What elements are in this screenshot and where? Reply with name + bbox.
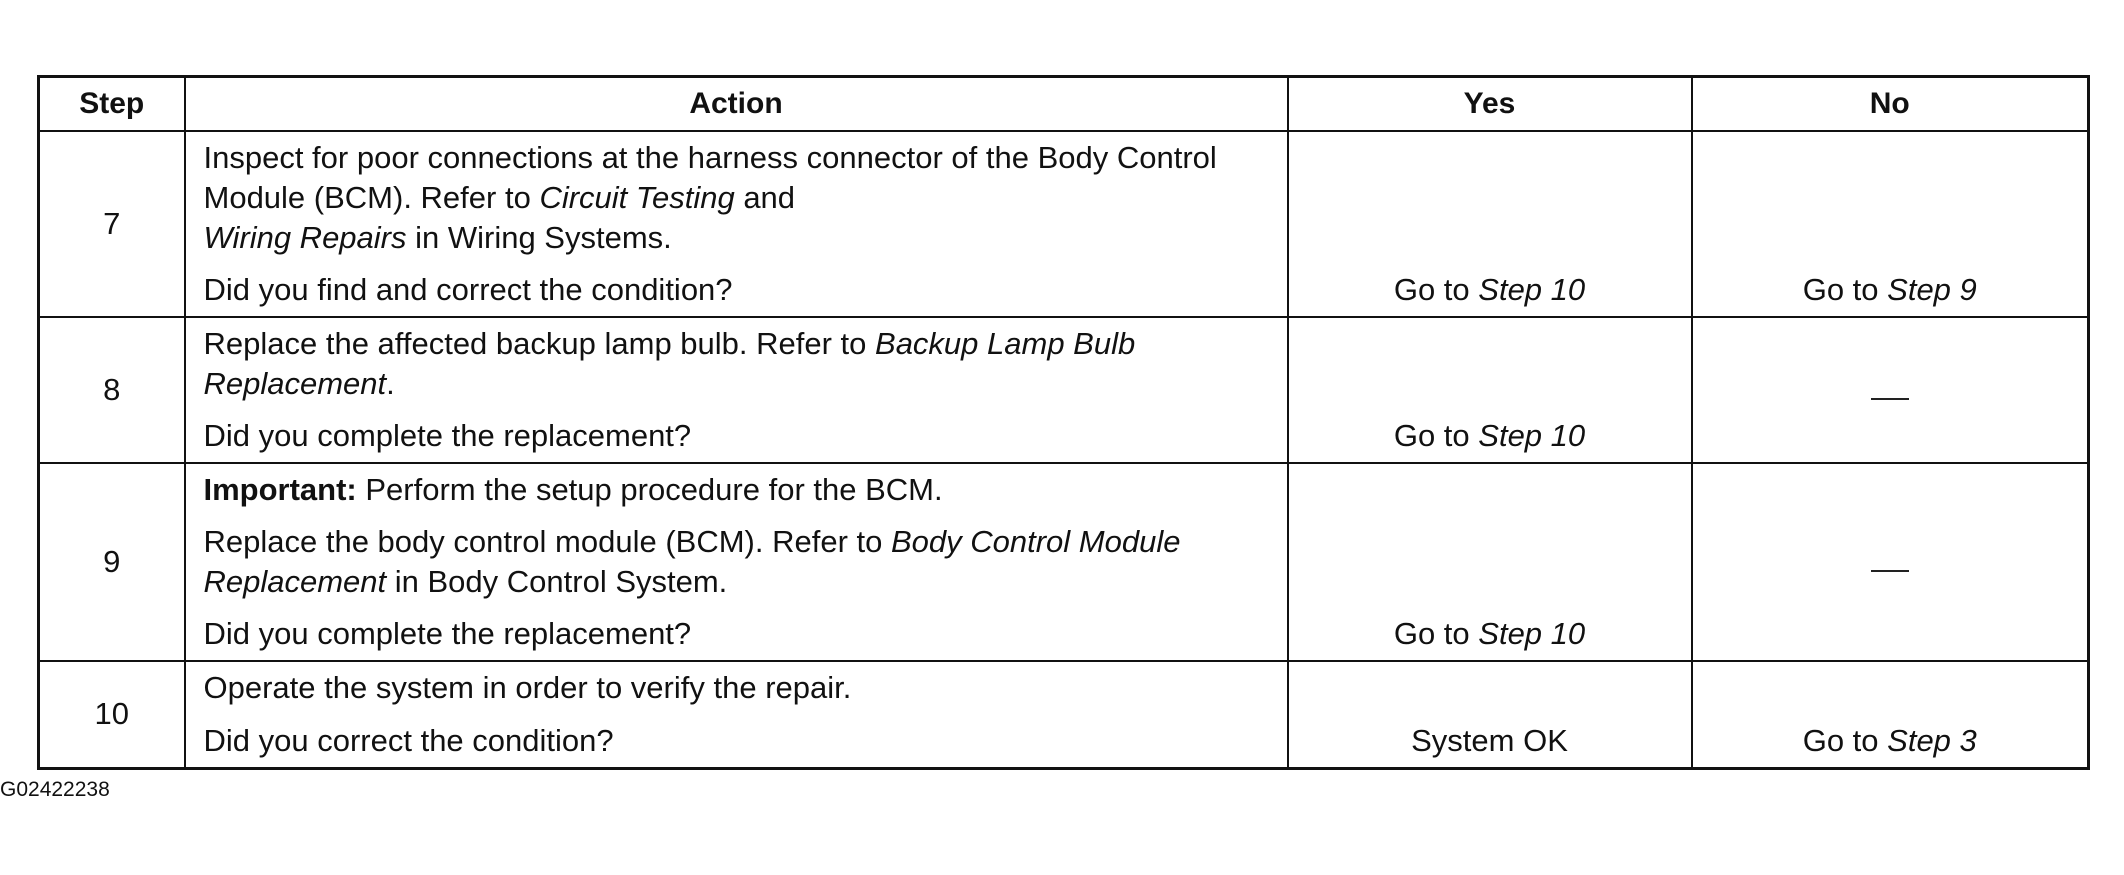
- instruction-text: Replace the body control module (BCM). Refer to: [203, 524, 891, 559]
- action-cell: [185, 131, 1288, 317]
- table-row: [39, 463, 2089, 661]
- not-applicable-dash: [1871, 570, 1909, 572]
- header-row: [39, 77, 2089, 132]
- instruction-text: .: [386, 366, 395, 401]
- action-question: Did you find and correct the condition?: [203, 272, 733, 307]
- figure-id-caption: G02422238: [0, 778, 110, 801]
- yes-cell: [1288, 463, 1692, 661]
- important-label: Important:: [203, 472, 357, 507]
- instruction-text: in Body Control System.: [386, 564, 728, 599]
- no-cell: [1692, 131, 2089, 317]
- reference-bcm-replacement: Body Control Module Replacement: [203, 524, 1181, 599]
- action-question: Did you correct the condition?: [203, 722, 614, 758]
- action-cell: [185, 463, 1288, 661]
- header-yes: Yes: [1288, 77, 1692, 132]
- no-cell: [1692, 463, 2089, 661]
- header-action: Action: [185, 77, 1288, 132]
- yes-step-reference: Step 10: [1478, 272, 1586, 307]
- table-row: [39, 661, 2089, 768]
- yes-prefix: Go to: [1393, 418, 1479, 453]
- no-prefix: Go to: [1802, 722, 1888, 758]
- reference-backup-lamp-bulb-replacement: Backup Lamp Bulb Replacement: [203, 326, 1136, 401]
- table-row: [39, 131, 2089, 317]
- reference-wiring-repairs: Wiring Repairs: [203, 220, 407, 255]
- no-prefix: Go to: [1802, 272, 1888, 307]
- header-step: Step: [39, 77, 185, 132]
- important-text: Perform the setup procedure for the BCM.: [356, 472, 943, 507]
- important-note: [204, 470, 1273, 510]
- step-number: 8: [39, 317, 185, 463]
- yes-step-reference: Step 10: [1478, 418, 1586, 453]
- action-instruction: [204, 522, 1273, 602]
- step-number: 9: [39, 463, 185, 661]
- instruction-text: and: [734, 180, 796, 215]
- yes-prefix: Go to: [1393, 616, 1479, 651]
- diagnostic-table: [37, 75, 2090, 770]
- action-question: Did you complete the replacement?: [203, 418, 692, 453]
- yes-step-reference: Step 10: [1478, 616, 1586, 651]
- reference-circuit-testing: Circuit Testing: [539, 180, 735, 215]
- action-cell: [185, 661, 1288, 768]
- instruction-text: Replace the affected backup lamp bulb. Refer to: [203, 326, 876, 361]
- yes-prefix: Go to: [1393, 272, 1479, 307]
- not-applicable-dash: [1871, 398, 1909, 400]
- instruction-text: Operate the system in order to verify the repair.: [203, 670, 852, 705]
- yes-cell: [1288, 661, 1692, 768]
- no-step-reference: Step 3: [1887, 722, 1977, 758]
- header-no: No: [1692, 77, 2089, 132]
- action-instruction: [204, 324, 1273, 404]
- action-instruction: [204, 668, 1273, 708]
- action-question: Did you complete the replacement?: [203, 616, 692, 651]
- no-cell: [1692, 317, 2089, 463]
- yes-cell: [1288, 317, 1692, 463]
- step-number: 10: [39, 661, 185, 768]
- yes-cell: [1288, 131, 1692, 317]
- no-step-reference: Step 9: [1887, 272, 1977, 307]
- instruction-text: Inspect for poor connections at the harness connector of the Body Control Module (BCM). Refer to: [203, 140, 1217, 215]
- action-instruction: [204, 138, 1273, 258]
- table-row: [39, 317, 2089, 463]
- step-number: 7: [39, 131, 185, 317]
- instruction-text: in Wiring Systems.: [406, 220, 672, 255]
- no-cell: [1692, 661, 2089, 768]
- action-cell: [185, 317, 1288, 463]
- yes-result: System OK: [1411, 722, 1568, 758]
